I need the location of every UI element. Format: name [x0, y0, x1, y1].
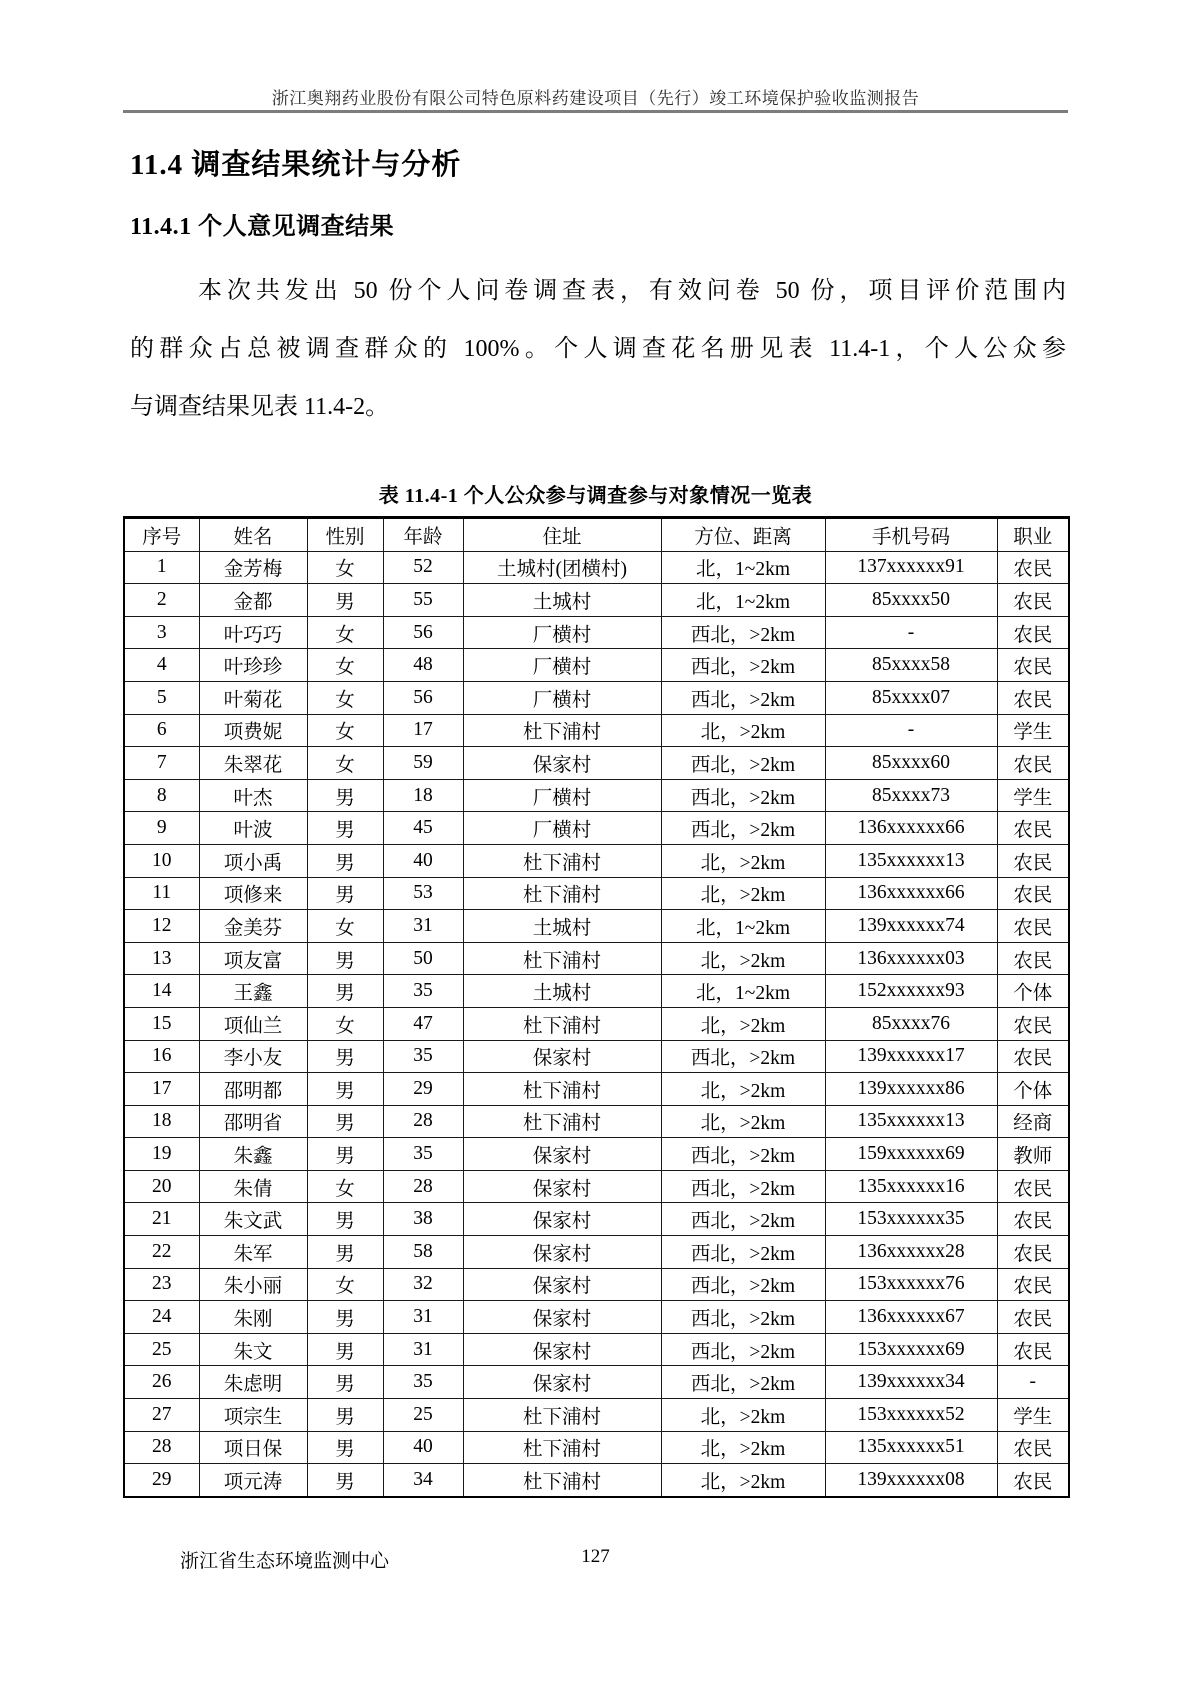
cell-col-phone: 159xxxxxx69 — [825, 1138, 997, 1171]
body-paragraph — [130, 262, 1066, 436]
table-row — [124, 1464, 1069, 1497]
cell-col-phone: 136xxxxxx66 — [825, 812, 997, 845]
cell-col-occupation: 个体 — [997, 975, 1069, 1008]
cell-col-index: 5 — [124, 681, 199, 714]
cell-col-index: 18 — [124, 1105, 199, 1138]
cell-col-address: 杜下浦村 — [463, 877, 661, 910]
cell-col-gender: 男 — [307, 877, 383, 910]
cell-col-age: 50 — [383, 942, 463, 975]
cell-col-phone: 136xxxxxx03 — [825, 942, 997, 975]
cell-col-direction-distance: 北，>2km — [661, 877, 825, 910]
cell-col-address: 厂横村 — [463, 649, 661, 682]
table-row — [124, 584, 1069, 617]
cell-col-age: 48 — [383, 649, 463, 682]
cell-col-gender: 男 — [307, 942, 383, 975]
table-row — [124, 1073, 1069, 1106]
page-number: 127 — [581, 1546, 610, 1567]
cell-col-direction-distance: 北，>2km — [661, 1105, 825, 1138]
table-title: 表 11.4-1 个人公众参与调查参与对象情况一览表 — [378, 485, 813, 507]
cell-col-phone: 139xxxxxx74 — [825, 910, 997, 943]
cell-col-direction-distance: 西北，>2km — [661, 1203, 825, 1236]
cell-col-index: 19 — [124, 1138, 199, 1171]
cell-col-direction-distance: 北，>2km — [661, 714, 825, 747]
cell-col-address: 杜下浦村 — [463, 844, 661, 877]
cell-col-direction-distance: 西北，>2km — [661, 1138, 825, 1171]
cell-col-gender: 男 — [307, 1073, 383, 1106]
cell-col-name: 朱虑明 — [199, 1366, 307, 1399]
cell-col-name: 朱刚 — [199, 1301, 307, 1334]
cell-col-name: 项宗生 — [199, 1399, 307, 1432]
cell-col-name: 叶巧巧 — [199, 616, 307, 649]
cell-col-phone: 136xxxxxx66 — [825, 877, 997, 910]
cell-col-occupation: 农民 — [997, 1464, 1069, 1497]
cell-col-index: 15 — [124, 1007, 199, 1040]
cell-col-age: 32 — [383, 1268, 463, 1301]
table-row — [124, 616, 1069, 649]
cell-col-gender: 男 — [307, 584, 383, 617]
cell-col-address: 保家村 — [463, 1040, 661, 1073]
table-row — [124, 942, 1069, 975]
cell-col-age: 25 — [383, 1399, 463, 1432]
cell-col-gender: 女 — [307, 681, 383, 714]
paragraph-line: 本次共发出 50 份个人问卷调查表，有效问卷 50 份，项目评价范围内 — [198, 278, 1066, 304]
cell-col-address: 杜下浦村 — [463, 1105, 661, 1138]
cell-col-direction-distance: 北，1~2km — [661, 975, 825, 1008]
cell-col-gender: 男 — [307, 1138, 383, 1171]
cell-col-name: 朱翠花 — [199, 747, 307, 780]
cell-col-address: 杜下浦村 — [463, 1464, 661, 1497]
cell-col-gender: 男 — [307, 844, 383, 877]
cell-col-occupation: 农民 — [997, 681, 1069, 714]
subsection-heading: 11.4.1 个人意见调查结果 — [130, 214, 395, 240]
cell-col-index: 22 — [124, 1236, 199, 1269]
cell-col-index: 11 — [124, 877, 199, 910]
cell-col-index: 28 — [124, 1431, 199, 1464]
table-row — [124, 1366, 1069, 1399]
cell-col-age: 28 — [383, 1170, 463, 1203]
cell-col-occupation: 农民 — [997, 551, 1069, 584]
column-header-col-occupation: 职业 — [997, 518, 1069, 552]
header-rule — [123, 110, 1068, 113]
cell-col-phone: 136xxxxxx28 — [825, 1236, 997, 1269]
cell-col-direction-distance: 西北，>2km — [661, 1268, 825, 1301]
cell-col-gender: 男 — [307, 1203, 383, 1236]
table-row — [124, 1203, 1069, 1236]
cell-col-age: 29 — [383, 1073, 463, 1106]
table-row — [124, 877, 1069, 910]
cell-col-address: 厂横村 — [463, 779, 661, 812]
table-row — [124, 1236, 1069, 1269]
cell-col-occupation: 农民 — [997, 844, 1069, 877]
cell-col-address: 厂横村 — [463, 681, 661, 714]
cell-col-occupation: 农民 — [997, 1333, 1069, 1366]
cell-col-name: 项小禹 — [199, 844, 307, 877]
cell-col-direction-distance: 西北，>2km — [661, 1366, 825, 1399]
cell-col-occupation: 农民 — [997, 1268, 1069, 1301]
cell-col-address: 杜下浦村 — [463, 1431, 661, 1464]
cell-col-gender: 女 — [307, 747, 383, 780]
cell-col-phone: 135xxxxxx13 — [825, 844, 997, 877]
cell-col-name: 项费妮 — [199, 714, 307, 747]
cell-col-direction-distance: 北，1~2km — [661, 910, 825, 943]
table-row — [124, 681, 1069, 714]
cell-col-name: 李小友 — [199, 1040, 307, 1073]
table-row — [124, 649, 1069, 682]
cell-col-name: 邵明省 — [199, 1105, 307, 1138]
cell-col-index: 1 — [124, 551, 199, 584]
table-row — [124, 779, 1069, 812]
cell-col-address: 保家村 — [463, 1203, 661, 1236]
cell-col-address: 土城村 — [463, 910, 661, 943]
cell-col-occupation: 农民 — [997, 1431, 1069, 1464]
paragraph-line: 与调查结果见表 11.4-2。 — [130, 394, 390, 420]
cell-col-phone: 135xxxxxx51 — [825, 1431, 997, 1464]
cell-col-age: 58 — [383, 1236, 463, 1269]
cell-col-name: 朱文武 — [199, 1203, 307, 1236]
paragraph-line: 的群众占总被调查群众的 100%。个人调查花名册见表 11.4-1，个人公众参 — [130, 336, 1066, 362]
cell-col-gender: 女 — [307, 714, 383, 747]
cell-col-name: 项日保 — [199, 1431, 307, 1464]
cell-col-address: 杜下浦村 — [463, 942, 661, 975]
cell-col-name: 朱文 — [199, 1333, 307, 1366]
cell-col-age: 28 — [383, 1105, 463, 1138]
cell-col-occupation: 农民 — [997, 910, 1069, 943]
cell-col-address: 保家村 — [463, 1333, 661, 1366]
cell-col-age: 17 — [383, 714, 463, 747]
cell-col-occupation: 农民 — [997, 1236, 1069, 1269]
cell-col-index: 29 — [124, 1464, 199, 1497]
cell-col-name: 朱军 — [199, 1236, 307, 1269]
cell-col-age: 47 — [383, 1007, 463, 1040]
cell-col-address: 杜下浦村 — [463, 1073, 661, 1106]
cell-col-phone: 139xxxxxx08 — [825, 1464, 997, 1497]
cell-col-gender: 男 — [307, 812, 383, 845]
cell-col-address: 保家村 — [463, 747, 661, 780]
table-row — [124, 844, 1069, 877]
cell-col-direction-distance: 西北，>2km — [661, 1040, 825, 1073]
cell-col-address: 保家村 — [463, 1268, 661, 1301]
cell-col-gender: 女 — [307, 910, 383, 943]
table-row — [124, 1007, 1069, 1040]
cell-col-age: 55 — [383, 584, 463, 617]
cell-col-phone: 153xxxxxx69 — [825, 1333, 997, 1366]
cell-col-index: 9 — [124, 812, 199, 845]
cell-col-address: 保家村 — [463, 1366, 661, 1399]
cell-col-gender: 男 — [307, 1366, 383, 1399]
column-header-col-address: 住址 — [463, 518, 661, 552]
table-row — [124, 1040, 1069, 1073]
cell-col-index: 24 — [124, 1301, 199, 1334]
cell-col-age: 31 — [383, 910, 463, 943]
column-header-col-name: 姓名 — [199, 518, 307, 552]
cell-col-name: 叶菊花 — [199, 681, 307, 714]
cell-col-name: 项修来 — [199, 877, 307, 910]
cell-col-direction-distance: 西北，>2km — [661, 1333, 825, 1366]
cell-col-occupation: 农民 — [997, 649, 1069, 682]
cell-col-occupation: 农民 — [997, 942, 1069, 975]
cell-col-index: 2 — [124, 584, 199, 617]
cell-col-occupation: 教师 — [997, 1138, 1069, 1171]
cell-col-index: 12 — [124, 910, 199, 943]
cell-col-address: 保家村 — [463, 1236, 661, 1269]
cell-col-index: 17 — [124, 1073, 199, 1106]
cell-col-name: 叶波 — [199, 812, 307, 845]
cell-col-phone: 85xxxx76 — [825, 1007, 997, 1040]
cell-col-age: 40 — [383, 844, 463, 877]
cell-col-age: 56 — [383, 681, 463, 714]
cell-col-occupation: 农民 — [997, 747, 1069, 780]
cell-col-index: 6 — [124, 714, 199, 747]
cell-col-direction-distance: 西北，>2km — [661, 812, 825, 845]
cell-col-direction-distance: 北，>2km — [661, 1431, 825, 1464]
cell-col-occupation: 经商 — [997, 1105, 1069, 1138]
cell-col-phone: 139xxxxxx34 — [825, 1366, 997, 1399]
cell-col-name: 朱倩 — [199, 1170, 307, 1203]
cell-col-index: 14 — [124, 975, 199, 1008]
cell-col-direction-distance: 北，>2km — [661, 1073, 825, 1106]
cell-col-index: 7 — [124, 747, 199, 780]
cell-col-index: 20 — [124, 1170, 199, 1203]
table-body — [124, 551, 1069, 1497]
cell-col-index: 16 — [124, 1040, 199, 1073]
cell-col-occupation: - — [997, 1366, 1069, 1399]
cell-col-gender: 男 — [307, 1301, 383, 1334]
cell-col-phone: 135xxxxxx16 — [825, 1170, 997, 1203]
table-row — [124, 1138, 1069, 1171]
cell-col-age: 53 — [383, 877, 463, 910]
table-row — [124, 812, 1069, 845]
cell-col-gender: 女 — [307, 1268, 383, 1301]
cell-col-occupation: 个体 — [997, 1073, 1069, 1106]
cell-col-direction-distance: 北，>2km — [661, 1399, 825, 1432]
cell-col-gender: 男 — [307, 975, 383, 1008]
cell-col-occupation: 农民 — [997, 584, 1069, 617]
cell-col-phone: 153xxxxxx76 — [825, 1268, 997, 1301]
cell-col-gender: 女 — [307, 1007, 383, 1040]
cell-col-phone: - — [825, 616, 997, 649]
table-row — [124, 1268, 1069, 1301]
cell-col-occupation: 农民 — [997, 877, 1069, 910]
cell-col-direction-distance: 西北，>2km — [661, 1170, 825, 1203]
cell-col-occupation: 农民 — [997, 616, 1069, 649]
cell-col-occupation: 农民 — [997, 1170, 1069, 1203]
cell-col-age: 38 — [383, 1203, 463, 1236]
cell-col-index: 13 — [124, 942, 199, 975]
cell-col-gender: 男 — [307, 1105, 383, 1138]
cell-col-gender: 男 — [307, 1040, 383, 1073]
table-row — [124, 1431, 1069, 1464]
cell-col-address: 杜下浦村 — [463, 1399, 661, 1432]
cell-col-age: 45 — [383, 812, 463, 845]
cell-col-gender: 女 — [307, 1170, 383, 1203]
cell-col-name: 朱鑫 — [199, 1138, 307, 1171]
cell-col-phone: - — [825, 714, 997, 747]
cell-col-name: 叶杰 — [199, 779, 307, 812]
cell-col-phone: 85xxxx58 — [825, 649, 997, 682]
column-header-col-phone: 手机号码 — [825, 518, 997, 552]
cell-col-name: 邵明都 — [199, 1073, 307, 1106]
table-row — [124, 714, 1069, 747]
cell-col-occupation: 农民 — [997, 1301, 1069, 1334]
table-row — [124, 551, 1069, 584]
cell-col-name: 项元涛 — [199, 1464, 307, 1497]
cell-col-name: 王鑫 — [199, 975, 307, 1008]
cell-col-name: 金美芬 — [199, 910, 307, 943]
cell-col-age: 56 — [383, 616, 463, 649]
cell-col-address: 杜下浦村 — [463, 714, 661, 747]
cell-col-occupation: 学生 — [997, 1399, 1069, 1432]
cell-col-address: 土城村(团横村) — [463, 551, 661, 584]
cell-col-direction-distance: 西北，>2km — [661, 747, 825, 780]
cell-col-age: 59 — [383, 747, 463, 780]
cell-col-phone: 137xxxxxx91 — [825, 551, 997, 584]
cell-col-name: 金芳梅 — [199, 551, 307, 584]
cell-col-direction-distance: 西北，>2km — [661, 779, 825, 812]
cell-col-gender: 男 — [307, 1236, 383, 1269]
cell-col-occupation: 农民 — [997, 812, 1069, 845]
cell-col-gender: 男 — [307, 1399, 383, 1432]
cell-col-address: 土城村 — [463, 975, 661, 1008]
cell-col-name: 项友富 — [199, 942, 307, 975]
cell-col-phone: 85xxxx07 — [825, 681, 997, 714]
cell-col-direction-distance: 北，>2km — [661, 1007, 825, 1040]
cell-col-gender: 男 — [307, 1431, 383, 1464]
table-row — [124, 1170, 1069, 1203]
cell-col-index: 21 — [124, 1203, 199, 1236]
cell-col-occupation: 农民 — [997, 1040, 1069, 1073]
cell-col-phone: 153xxxxxx52 — [825, 1399, 997, 1432]
cell-col-direction-distance: 北，1~2km — [661, 584, 825, 617]
cell-col-direction-distance: 北，1~2km — [661, 551, 825, 584]
cell-col-direction-distance: 北，>2km — [661, 844, 825, 877]
cell-col-direction-distance: 北，>2km — [661, 1464, 825, 1497]
column-header-col-gender: 性别 — [307, 518, 383, 552]
cell-col-address: 保家村 — [463, 1170, 661, 1203]
cell-col-index: 25 — [124, 1333, 199, 1366]
column-header-col-index: 序号 — [124, 518, 199, 552]
table-row — [124, 1333, 1069, 1366]
survey-participants-table — [123, 516, 1070, 1498]
cell-col-gender: 男 — [307, 779, 383, 812]
cell-col-index: 3 — [124, 616, 199, 649]
cell-col-gender: 女 — [307, 649, 383, 682]
table-row — [124, 1301, 1069, 1334]
column-header-col-age: 年龄 — [383, 518, 463, 552]
cell-col-index: 10 — [124, 844, 199, 877]
cell-col-age: 34 — [383, 1464, 463, 1497]
column-header-col-direction-distance: 方位、距离 — [661, 518, 825, 552]
cell-col-age: 31 — [383, 1301, 463, 1334]
cell-col-name: 朱小丽 — [199, 1268, 307, 1301]
cell-col-age: 35 — [383, 1040, 463, 1073]
table-row — [124, 747, 1069, 780]
cell-col-address: 厂横村 — [463, 616, 661, 649]
cell-col-direction-distance: 西北，>2km — [661, 616, 825, 649]
cell-col-occupation: 农民 — [997, 1007, 1069, 1040]
page-header-title: 浙江奥翔药业股份有限公司特色原料药建设项目（先行）竣工环境保护验收监测报告 — [271, 89, 920, 108]
cell-col-gender: 女 — [307, 551, 383, 584]
cell-col-direction-distance: 西北，>2km — [661, 649, 825, 682]
cell-col-address: 杜下浦村 — [463, 1007, 661, 1040]
cell-col-gender: 男 — [307, 1333, 383, 1366]
cell-col-direction-distance: 西北，>2km — [661, 1236, 825, 1269]
table-row — [124, 1105, 1069, 1138]
cell-col-phone: 139xxxxxx17 — [825, 1040, 997, 1073]
table-row — [124, 975, 1069, 1008]
cell-col-phone: 135xxxxxx13 — [825, 1105, 997, 1138]
cell-col-occupation: 学生 — [997, 714, 1069, 747]
cell-col-gender: 女 — [307, 616, 383, 649]
cell-col-age: 35 — [383, 1138, 463, 1171]
cell-col-address: 保家村 — [463, 1138, 661, 1171]
cell-col-direction-distance: 西北，>2km — [661, 681, 825, 714]
cell-col-phone: 152xxxxxx93 — [825, 975, 997, 1008]
cell-col-index: 27 — [124, 1399, 199, 1432]
cell-col-index: 8 — [124, 779, 199, 812]
cell-col-age: 52 — [383, 551, 463, 584]
cell-col-phone: 153xxxxxx35 — [825, 1203, 997, 1236]
cell-col-name: 叶珍珍 — [199, 649, 307, 682]
table-row — [124, 910, 1069, 943]
footer-organization: 浙江省生态环境监测中心 — [180, 1551, 390, 1572]
cell-col-index: 26 — [124, 1366, 199, 1399]
cell-col-direction-distance: 西北，>2km — [661, 1301, 825, 1334]
table-row — [124, 1399, 1069, 1432]
cell-col-gender: 男 — [307, 1464, 383, 1497]
cell-col-occupation: 学生 — [997, 779, 1069, 812]
cell-col-phone: 85xxxx73 — [825, 779, 997, 812]
section-heading: 11.4 调查结果统计与分析 — [130, 149, 462, 181]
cell-col-phone: 85xxxx60 — [825, 747, 997, 780]
cell-col-name: 项仙兰 — [199, 1007, 307, 1040]
cell-col-age: 31 — [383, 1333, 463, 1366]
cell-col-address: 保家村 — [463, 1301, 661, 1334]
table-header-row — [124, 518, 1069, 552]
cell-col-address: 厂横村 — [463, 812, 661, 845]
cell-col-phone: 85xxxx50 — [825, 584, 997, 617]
cell-col-age: 35 — [383, 975, 463, 1008]
cell-col-occupation: 农民 — [997, 1203, 1069, 1236]
cell-col-address: 土城村 — [463, 584, 661, 617]
cell-col-age: 18 — [383, 779, 463, 812]
cell-col-index: 4 — [124, 649, 199, 682]
cell-col-phone: 136xxxxxx67 — [825, 1301, 997, 1334]
cell-col-age: 40 — [383, 1431, 463, 1464]
cell-col-direction-distance: 北，>2km — [661, 942, 825, 975]
cell-col-age: 35 — [383, 1366, 463, 1399]
cell-col-phone: 139xxxxxx86 — [825, 1073, 997, 1106]
cell-col-index: 23 — [124, 1268, 199, 1301]
cell-col-name: 金都 — [199, 584, 307, 617]
